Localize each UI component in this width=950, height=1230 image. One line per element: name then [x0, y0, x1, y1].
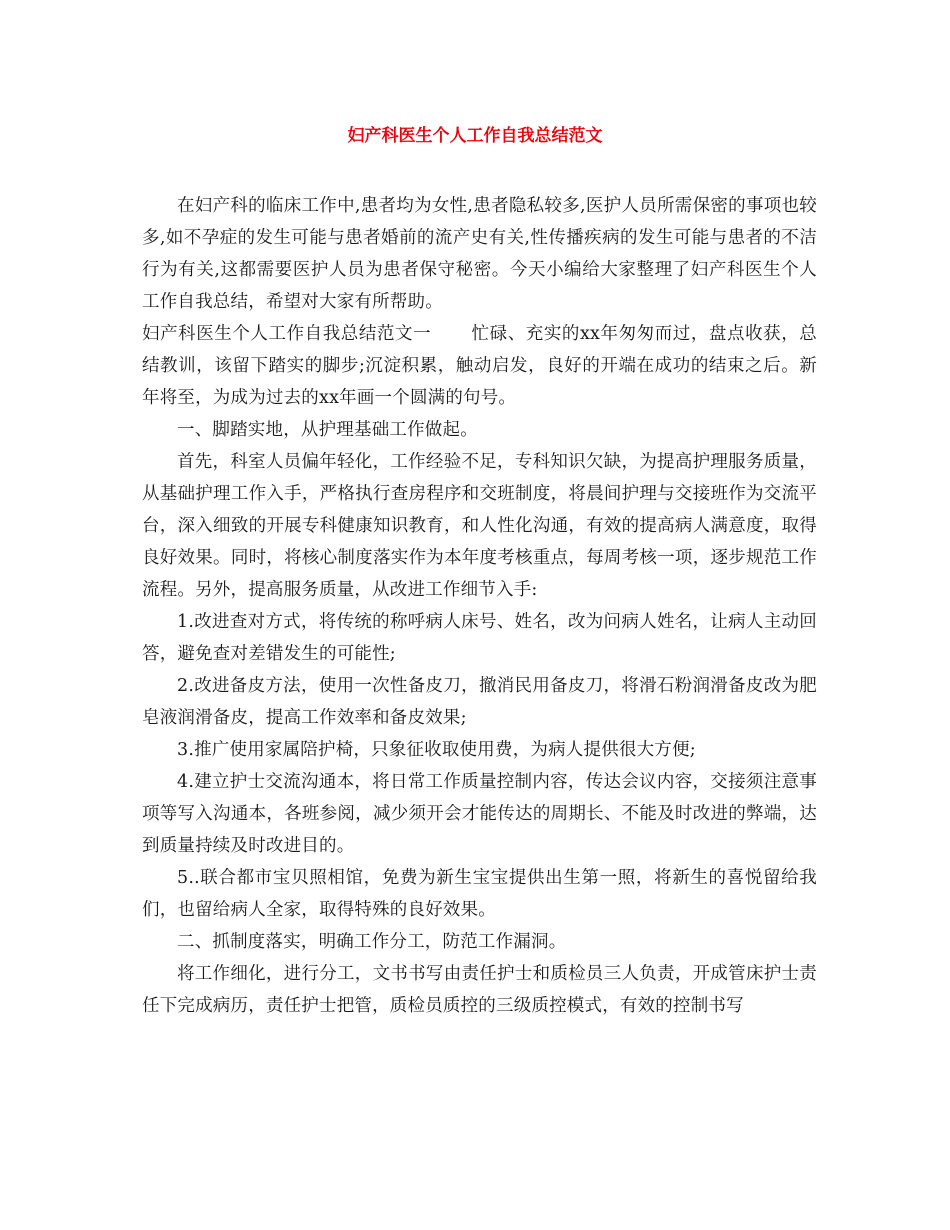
- list-item-2: 2.改进备皮方法，使用一次性备皮刀，撤消民用备皮刀，将滑石粉润滑备皮改为肥皂液润滑备皮，提高工作效率和备皮效果;: [142, 676, 817, 728]
- section-paragraph: [142, 318, 817, 414]
- list-item-5: 5..联合都市宝贝照相馆，免费为新生宝宝提供出生第一照，将新生的喜悦留给我们，也留给病人全家，取得特殊的良好效果。: [142, 868, 817, 920]
- list-item-3: 3.推广使用家属陪护椅，只象征收取使用费，为病人提供很大方便;: [177, 740, 696, 760]
- paragraph-last: 将工作细化，进行分工，文书书写由责任护士和质检员三人负责，开成管床护士责任下完成病历，责任护士把管，质检员质控的三级质控模式，有效的控制书写: [142, 964, 817, 1016]
- list-item-1: 1.改进查对方式，将传统的称呼病人床号、姓名，改为问病人姓名，让病人主动回答，避免查对差错发生的可能性;: [142, 612, 817, 664]
- intro-paragraph: 在妇产科的临床工作中,患者均为女性,患者隐私较多,医护人员所需保密的事项也较多,如不孕症的发生可能与患者婚前的流产史有关,性传播疾病的发生可能与患者的不洁行为有关,这都需要医护人员为患者保守秘密。今天小编给大家整理了妇产科医生个人工作自我总结，希望对大家有所帮助。: [142, 196, 817, 312]
- document-title: 妇产科医生个人工作自我总结范文: [347, 126, 603, 146]
- heading-two: 二、抓制度落实，明确工作分工，防范工作漏洞。: [177, 932, 567, 952]
- section-label: 妇产科医生个人工作自我总结范文一: [142, 324, 432, 344]
- document-body: [142, 190, 817, 1022]
- list-item-4: 4.建立护士交流沟通本，将日常工作质量控制内容，传达会议内容，交接须注意事项等写入沟通本，各班参阅，减少须开会才能传达的周期长、不能及时改进的弊端，达到质量持续及时改进目的。: [142, 772, 817, 856]
- paragraph-first: 首先，科室人员偏年轻化，工作经验不足，专科知识欠缺，为提高护理服务质量，从基础护理工作入手，严格执行查房程序和交班制度，将晨间护理与交接班作为交流平台，深入细致的开展专科健康知识教育，和人性化沟通，有效的提高病人满意度，取得良好效果。同时，将核心制度落实作为本年度考核重点，每周考核一项，逐步规范工作流程。另外，提高服务质量，从改进工作细节入手:: [142, 452, 817, 600]
- section-opening-text: 忙碌、充实的xx年匆匆而过，盘点收获，总结教训，该留下踏实的脚步;沉淀积累，触动启发，良好的开端在成功的结束之后。新年将至，为成为过去的xx年画一个圆满的句号。: [142, 324, 817, 408]
- heading-one: 一、脚踏实地，从护理基础工作做起。: [177, 420, 478, 440]
